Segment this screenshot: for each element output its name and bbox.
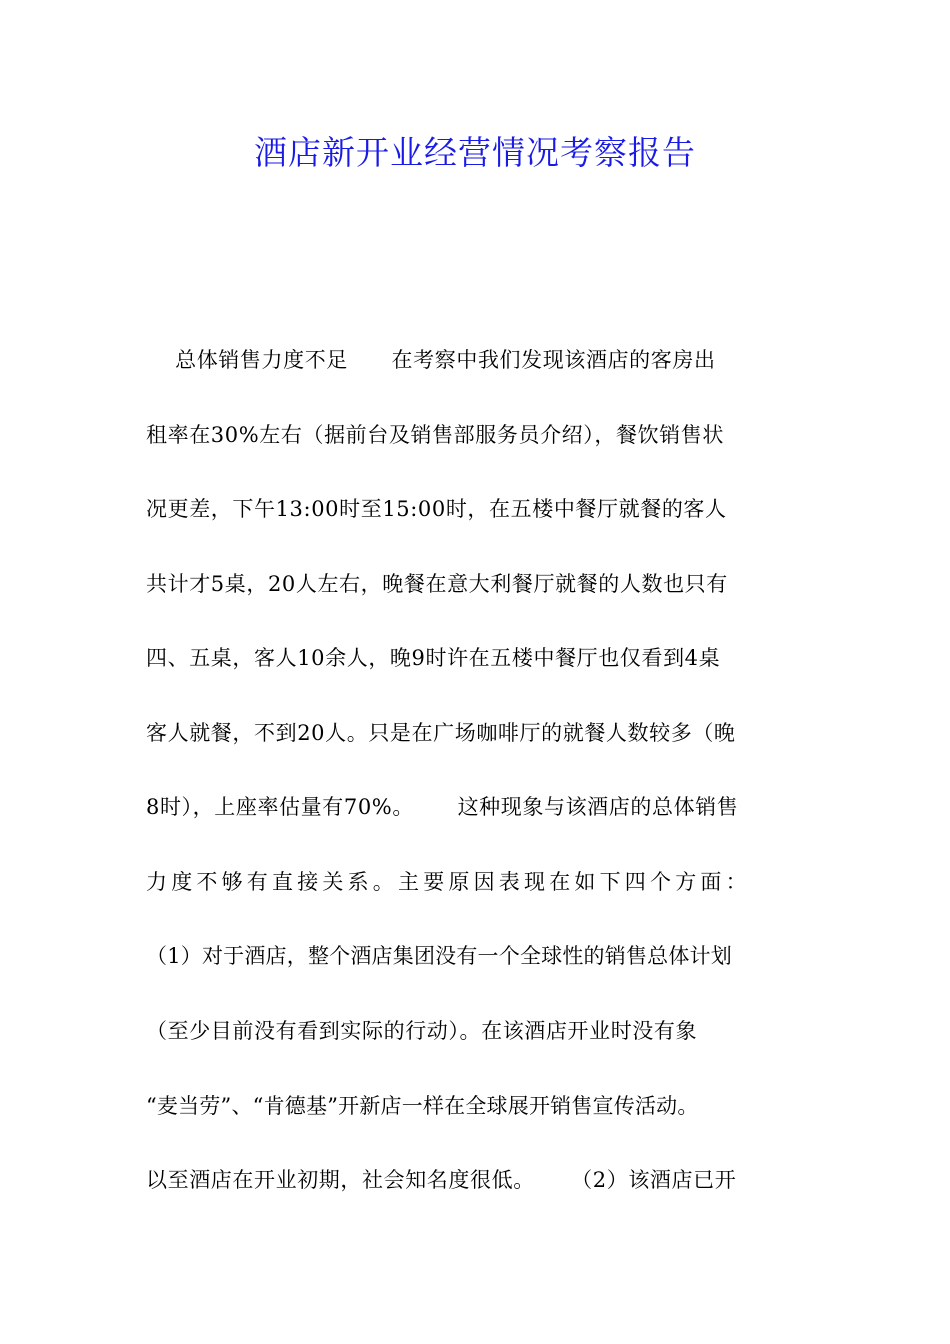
body-line: 四、五桌，客人10余人，晚9时许在五楼中餐厅也仅看到4桌 [146, 646, 721, 670]
body-line: （1）对于酒店，整个酒店集团没有一个全球性的销售总体计划 [146, 944, 732, 968]
body-line: 况更差，下午13:00时至15:00时，在五楼中餐厅就餐的客人 [146, 497, 727, 521]
body-line: （至少目前没有看到实际的行动）。在该酒店开业时没有象 [146, 1019, 698, 1043]
document-title: 酒店新开业经营情况考察报告 [254, 133, 696, 172]
body-line: 共计才5桌，20人左右，晚餐在意大利餐厅就餐的人数也只有 [146, 572, 728, 596]
body-line: 总体销售力度不足 在考察中我们发现该酒店的客房出 [146, 348, 716, 372]
body-line: 以至酒店在开业初期，社会知名度很低。 （2）该酒店已开 [146, 1168, 737, 1192]
body-line: “麦当劳”、“肯德基”开新店一样在全球展开销售宣传活动。 [146, 1094, 699, 1118]
body-line: 客人就餐，不到20人。只是在广场咖啡厅的就餐人数较多（晚 [146, 721, 736, 745]
body-line: 8时），上座率估量有70%。 这种现象与该酒店的总体销售 [146, 795, 739, 819]
body-line: 力度不够有直接关系。主要原因表现在如下四个方面： [146, 870, 751, 894]
body-line: 租率在30%左右（据前台及销售部服务员介绍），餐饮销售状 [146, 423, 724, 447]
